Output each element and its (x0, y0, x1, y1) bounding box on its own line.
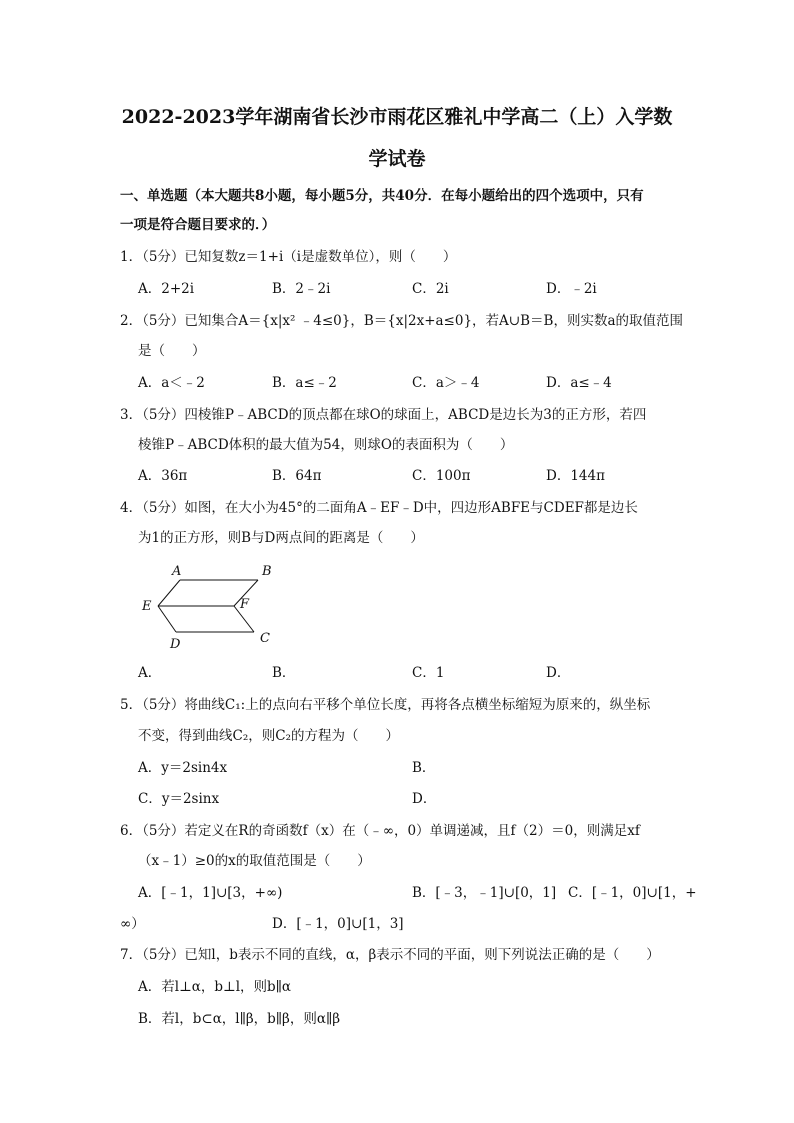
q6-option-a: A．[﹣1，1]∪[3，+∞) (138, 885, 283, 901)
q4-option-c: C．1 (412, 665, 445, 681)
q3-option-b: B．64π (272, 468, 322, 484)
section-heading-cont: 一项是符合题目要求的．） (120, 217, 276, 233)
q1-option-b: B．2﹣2i (272, 281, 331, 297)
q1-stem: 1．（5分）已知复数z＝1+i（i是虚数单位），则（ ） (120, 249, 457, 265)
q3-option-c: C．100π (412, 468, 471, 484)
q6-stem: 6．（5分）若定义在R的奇函数f（x）在（﹣∞，0）单调递减，且f（2）＝0，则满足xf (120, 823, 640, 839)
label-a: A (172, 564, 182, 579)
q6-option-b: B．[﹣3，﹣1]∪[0，1] (412, 885, 557, 901)
q4-option-d: D． (546, 665, 571, 681)
section-heading: 一、单选题（本大题共8小题，每小题5分，共40分．在每小题给出的四个选项中，只有 (120, 188, 644, 204)
q6-stem-cont: （x﹣1）≥0的x的取值范围是（ ） (138, 853, 371, 869)
q2-option-b: B．a≤﹣2 (272, 375, 337, 391)
label-d: D (170, 637, 181, 652)
q2-stem-cont: 是（ ） (138, 343, 206, 359)
q1-option-d: D．﹣2i (546, 281, 597, 297)
label-f: F (240, 597, 250, 612)
page-title-line2: 学试卷 (368, 148, 426, 170)
q3-stem: 3．（5分）四棱锥P﹣ABCD的顶点都在球O的球面上，ABCD是边长为3的正方形，若四 (120, 407, 647, 423)
q3-option-a: A．36π (138, 468, 188, 484)
label-b: B (262, 564, 272, 579)
label-e: E (142, 599, 152, 614)
q7-option-a: A．若l⊥α，b⊥l，则b∥α (138, 979, 292, 995)
q2-stem: 2．（5分）已知集合A＝{x|x² ﹣4≤0}，B＝{x|2x+a≤0}，若A∪B＝B，则实数a的取值范围 (120, 313, 683, 329)
label-c: C (260, 631, 270, 646)
q5-stem-cont: 不变，得到曲线C₂，则C₂的方程为（ ） (138, 728, 399, 744)
q6-option-c-cont: ∞） (120, 916, 145, 932)
q5-option-d: D． (412, 791, 437, 807)
q1-option-a: A．2+2i (138, 281, 195, 297)
q6-option-d: D．[﹣1，0]∪[1，3] (272, 916, 404, 932)
edge-ea (158, 580, 180, 606)
page-title-line1: 2022-2023学年湖南省长沙市雨花区雅礼中学高二（上）入学数 (121, 106, 673, 128)
q4-stem-cont: 为1的正方形，则B与D两点间的距离是（ ） (138, 530, 424, 546)
q2-option-a: A．a＜﹣2 (138, 375, 205, 391)
q6-option-c: C．[﹣1，0]∪[1，+ (568, 885, 697, 901)
q2-option-c: C．a＞﹣4 (412, 375, 480, 391)
edge-ed (158, 606, 176, 632)
q1-option-c: C．2i (412, 281, 449, 297)
q4-option-a: A． (138, 665, 162, 681)
q4-stem: 4．（5分）如图，在大小为45°的二面角A﹣EF﹣D中，四边形ABFE与CDEF都是边长 (120, 500, 638, 516)
q3-stem-cont: 棱锥P﹣ABCD体积的最大值为54，则球O的表面积为（ ） (138, 437, 514, 453)
q7-stem: 7．（5分）已知l，b表示不同的直线，α，β表示不同的平面，则下列说法正确的是（ ） (120, 947, 660, 963)
q3-option-d: D．144π (546, 468, 605, 484)
q4-option-b: B． (272, 665, 296, 681)
q7-option-b: B．若l，b⊂α，l∥β，b∥β，则α∥β (138, 1011, 341, 1027)
q5-option-b: B． (412, 760, 436, 776)
q5-option-a: A．y＝2sin4x (138, 760, 228, 776)
q5-stem: 5．（5分）将曲线C₁:上的点向右平移个单位长度，再将各点横坐标缩短为原来的，纵坐标 (120, 697, 651, 713)
q5-option-c: C．y＝2sinx (138, 791, 220, 807)
q2-option-d: D．a≤﹣4 (546, 375, 612, 391)
dihedral-angle-figure (136, 560, 286, 655)
